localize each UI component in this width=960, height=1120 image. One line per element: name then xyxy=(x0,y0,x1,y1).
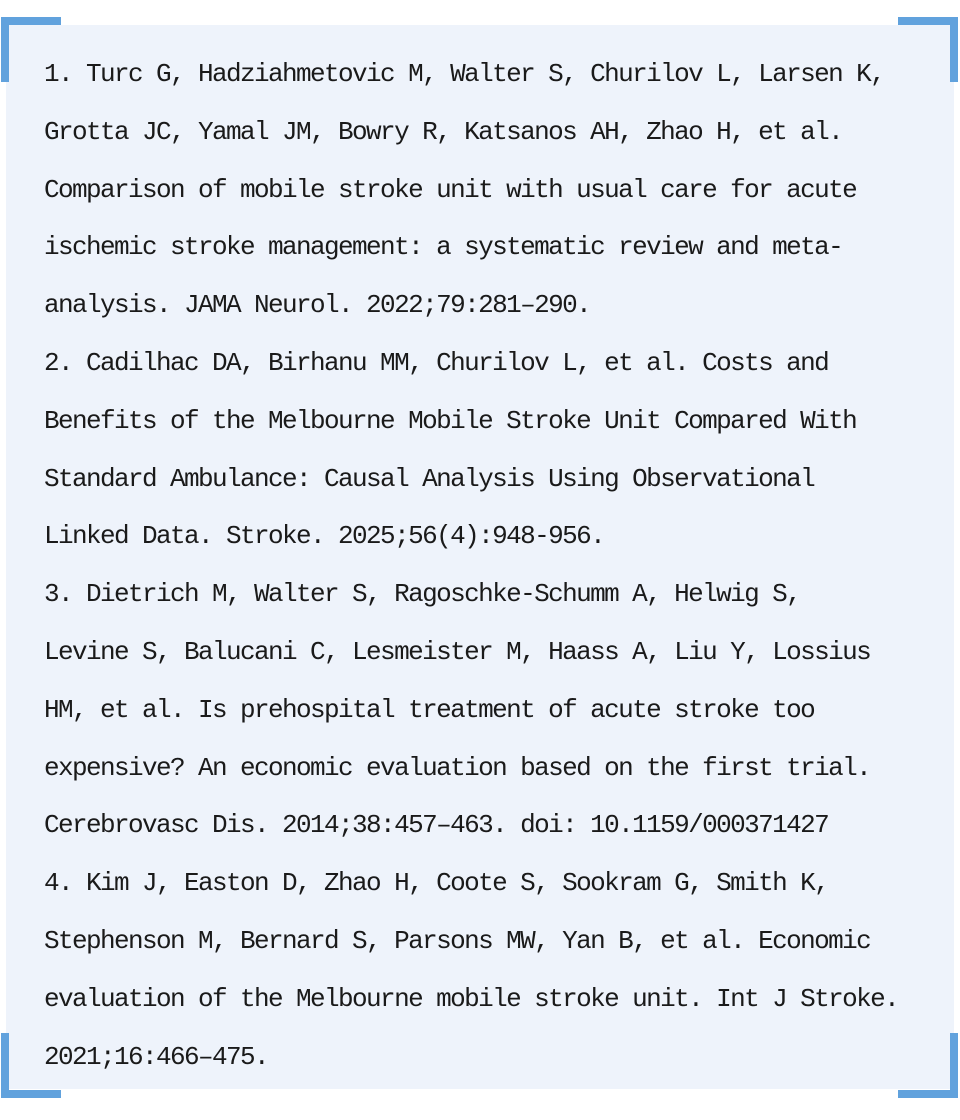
reference-line: Cerebrovasc Dis. 2014;38:457–463. doi: 10.1159/000371427 xyxy=(44,810,829,841)
reference-line: 3. Dietrich M, Walter S, Ragoschke-Schumm A, Helwig S, xyxy=(44,579,801,610)
corner-bracket-top-left xyxy=(1,17,61,82)
reference-line: analysis. JAMA Neurol. 2022;79:281–290. xyxy=(44,290,591,321)
reference-line: Linked Data. Stroke. 2025;56(4):948-956. xyxy=(44,521,605,552)
corner-bracket-top-right xyxy=(898,17,958,82)
reference-line: Standard Ambulance: Causal Analysis Using Observational xyxy=(44,463,815,494)
reference-line: Stephenson M, Bernard S, Parsons MW, Yan B, et al. Economic xyxy=(44,925,871,956)
reference-line: 1. Turc G, Hadziahmetovic M, Walter S, Churilov L, Larsen K, xyxy=(44,59,885,89)
references-panel xyxy=(6,25,954,1089)
reference-line: ischemic stroke management: a systematic review and meta- xyxy=(44,232,843,263)
corner-bracket-bottom-left xyxy=(1,1033,61,1098)
reference-line: Grotta JC, Yamal JM, Bowry R, Katsanos AH, Zhao H, et al. xyxy=(44,116,843,147)
reference-line: 2. Cadilhac DA, Birhanu MM, Churilov L, et al. Costs and xyxy=(44,347,829,378)
reference-line: HM, et al. Is prehospital treatment of acute stroke too xyxy=(44,694,815,725)
reference-line: evaluation of the Melbourne mobile stroke unit. Int J Stroke. xyxy=(44,983,899,1014)
reference-line: Benefits of the Melbourne Mobile Stroke Unit Compared With xyxy=(44,405,857,436)
reference-line: 4. Kim J, Easton D, Zhao H, Coote S, Sookram G, Smith K, xyxy=(44,868,829,899)
corner-bracket-bottom-right xyxy=(898,1033,958,1098)
reference-line: Comparison of mobile stroke unit with usual care for acute xyxy=(44,174,857,205)
reference-list xyxy=(44,46,934,1086)
reference-line: 2021;16:466–475. xyxy=(44,1041,269,1072)
reference-line: expensive? An economic evaluation based on the first trial. xyxy=(44,752,871,783)
reference-line: Levine S, Balucani C, Lesmeister M, Haass A, Liu Y, Lossius xyxy=(44,636,871,667)
